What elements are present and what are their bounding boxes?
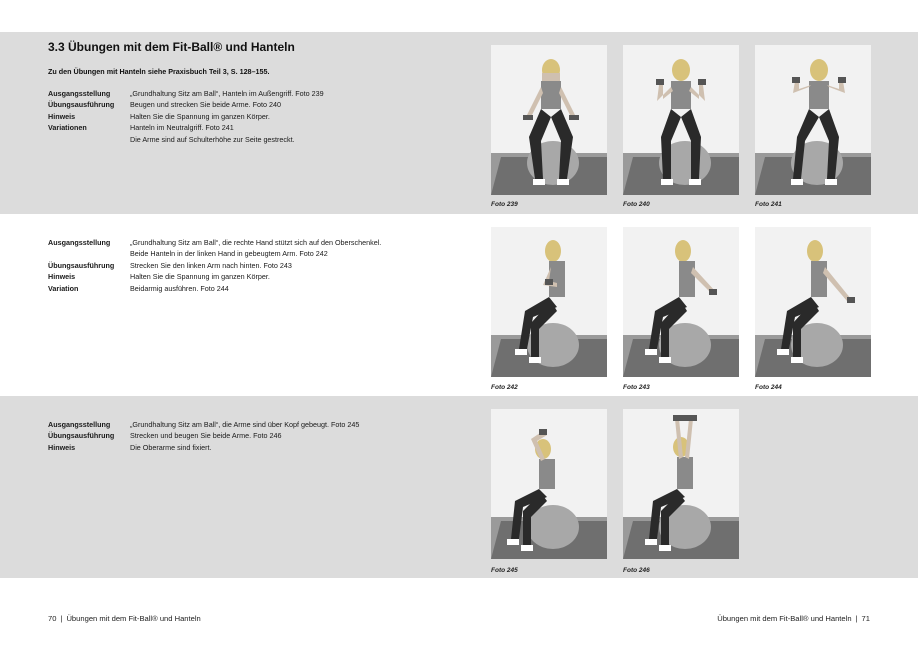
row-text: Beidarmig ausführen. Foto 244 (130, 283, 229, 293)
exercise-1-text (48, 88, 478, 145)
row-text: Strecken und beugen Sie beide Arme. Foto 246 (130, 431, 282, 441)
section-intro: Zu den Übungen mit Hanteln siehe Praxisbuch Teil 3, S. 128–155. (48, 67, 270, 76)
row-text: Die Arme sind auf Schulterhöhe zur Seite gestreckt. (130, 134, 295, 144)
footer-left: 70 | Übungen mit dem Fit-Ball® und Hanteln (48, 614, 201, 623)
page-number-right: 71 (861, 614, 870, 623)
photo-caption: Foto 246 (623, 567, 650, 574)
exercise-2-text (48, 237, 478, 294)
section-heading: 3.3 Übungen mit dem Fit-Ball® und Hanteln (48, 40, 295, 54)
photo-caption: Foto 245 (491, 567, 518, 574)
footer-left-title: Übungen mit dem Fit-Ball® und Hanteln (66, 614, 201, 623)
row-label: Hinweis (48, 111, 76, 121)
row-label: Variation (48, 283, 79, 293)
row-label: Hinweis (48, 272, 76, 282)
exercise-row (48, 122, 478, 133)
photo-caption: Foto 240 (623, 201, 650, 208)
exercise-row (48, 442, 478, 453)
row-label: Ausgangsstellung (48, 420, 111, 429)
row-text: Hanteln im Neutralgriff. Foto 241 (130, 123, 234, 133)
footer-right-title: Übungen mit dem Fit-Ball® und Hanteln (717, 614, 852, 623)
row-text: Halten Sie die Spannung im ganzen Körper. (130, 272, 270, 282)
row-text: Halten Sie die Spannung im ganzen Körper. (130, 111, 270, 121)
exercise-3-text (48, 419, 478, 453)
photo-246 (623, 409, 739, 559)
exercise-row (48, 134, 478, 145)
photo-caption: Foto 241 (755, 201, 782, 208)
photo-caption: Foto 242 (491, 384, 518, 391)
photo-caption: Foto 239 (491, 201, 518, 208)
row-label: Übungsausführung (48, 100, 115, 110)
exercise-row (48, 99, 478, 110)
exercise-row (48, 419, 478, 430)
row-label: Ausgangsstellung (48, 89, 111, 98)
page-number-left: 70 (48, 614, 57, 623)
row-text: „Grundhaltung Sitz am Ball“, die Arme sind über Kopf gebeugt. Foto 245 (130, 420, 360, 429)
photo-245 (491, 409, 607, 559)
exercise-row (48, 271, 478, 282)
photo-243 (623, 227, 739, 377)
row-text: „Grundhaltung Sitz am Ball“, Hanteln im Außengriff. Foto 239 (130, 89, 324, 98)
row-text: Die Oberarme sind fixiert. (130, 442, 212, 452)
photo-caption: Foto 243 (623, 384, 650, 391)
exercise-row (48, 248, 478, 259)
photo-242 (491, 227, 607, 377)
row-label: Variationen (48, 123, 87, 133)
exercise-row (48, 88, 478, 99)
row-label (48, 248, 130, 259)
row-text: Beide Hanteln in der linken Hand in gebeugtem Arm. Foto 242 (130, 249, 328, 259)
row-label: Übungsausführung (48, 260, 115, 270)
exercise-row (48, 111, 478, 122)
footer-right: Übungen mit dem Fit-Ball® und Hanteln | 71 (717, 614, 870, 623)
row-text: Strecken Sie den linken Arm nach hinten. Foto 243 (130, 260, 292, 270)
photo-239 (491, 45, 607, 195)
row-text: Beugen und strecken Sie beide Arme. Foto 240 (130, 100, 282, 110)
row-label: Ausgangsstellung (48, 238, 111, 247)
row-label: Hinweis (48, 442, 76, 452)
row-text: „Grundhaltung Sitz am Ball“, die rechte Hand stützt sich auf den Oberschenkel. (130, 238, 382, 247)
photo-240 (623, 45, 739, 195)
exercise-row (48, 237, 478, 248)
photo-244 (755, 227, 871, 377)
photo-241 (755, 45, 871, 195)
row-label (48, 134, 130, 145)
exercise-row (48, 283, 478, 294)
row-label: Übungsausführung (48, 431, 115, 441)
photo-caption: Foto 244 (755, 384, 782, 391)
exercise-row (48, 260, 478, 271)
exercise-row (48, 430, 478, 441)
